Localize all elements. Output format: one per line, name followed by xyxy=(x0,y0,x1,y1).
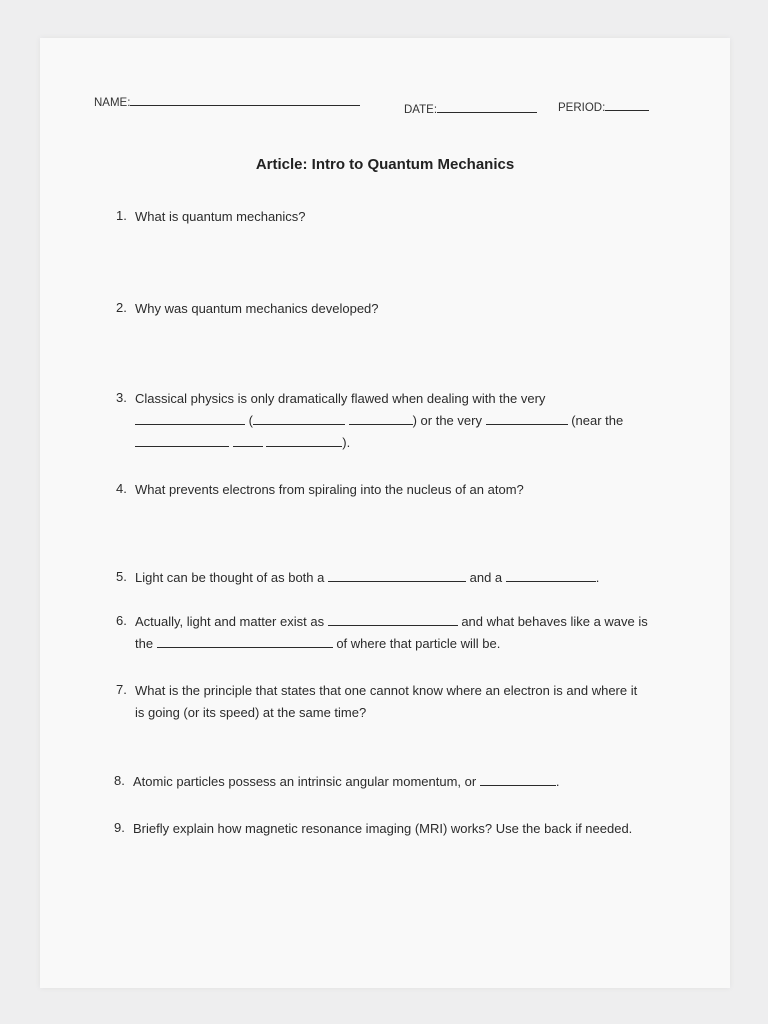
q8-number: 8. xyxy=(114,773,125,788)
period-field xyxy=(558,99,649,114)
q7-number: 7. xyxy=(116,682,127,697)
q3-line1: Classical physics is only dramatically flawed when dealing with the very xyxy=(135,391,546,406)
q3-blank-2 xyxy=(253,413,345,425)
q4-number: 4. xyxy=(116,481,127,496)
q2-text: Why was quantum mechanics developed? xyxy=(135,301,379,316)
q3-blank-7 xyxy=(266,435,342,447)
q3-close: ). xyxy=(342,435,351,450)
q9-number: 9. xyxy=(114,820,125,835)
q3-blank-1 xyxy=(135,413,245,425)
q8-text xyxy=(133,771,559,793)
q8-part1: Atomic particles possess an intrinsic angular momentum, or xyxy=(133,774,477,789)
name-field xyxy=(94,94,360,109)
date-label: DATE: xyxy=(404,104,438,116)
page-title: Article: Intro to Quantum Mechanics xyxy=(255,156,515,173)
q6-line2 xyxy=(135,633,500,655)
q9-text: Briefly explain how magnetic resonance imaging (MRI) works? Use the back if needed. xyxy=(133,821,633,836)
q3-blank-5 xyxy=(135,435,229,447)
period-blank xyxy=(605,99,649,111)
name-label: NAME: xyxy=(94,97,131,109)
q2-number: 2. xyxy=(116,300,127,315)
q5-blank-2 xyxy=(506,570,596,582)
q4-text: What prevents electrons from spiraling into the nucleus of an atom? xyxy=(135,482,524,497)
q5-number: 5. xyxy=(116,569,127,584)
q6-part1: Actually, light and matter exist as xyxy=(135,614,325,629)
q7-line1: What is the principle that states that one cannot know where an electron is and where it xyxy=(135,683,638,698)
q6-part3: the xyxy=(135,636,154,651)
date-field xyxy=(404,101,537,116)
q6-number: 6. xyxy=(116,613,127,628)
q5-part1: Light can be thought of as both a xyxy=(135,570,325,585)
q5-text xyxy=(135,567,599,589)
q6-part2: and what behaves like a wave is xyxy=(461,614,648,629)
q6-line1 xyxy=(135,611,648,633)
q3-line2 xyxy=(135,410,623,432)
q6-blank-1 xyxy=(328,614,458,626)
q8-blank xyxy=(480,774,556,786)
q8-part2: . xyxy=(555,774,560,789)
q7-line2: is going (or its speed) at the same time? xyxy=(135,705,367,720)
q3-paren-open: ( xyxy=(248,413,253,428)
worksheet-page xyxy=(40,38,730,988)
q3-blank-6 xyxy=(233,435,263,447)
period-label: PERIOD: xyxy=(558,102,606,114)
q5-part3: . xyxy=(595,570,600,585)
q3-number: 3. xyxy=(116,390,127,405)
q3-blank-4 xyxy=(486,413,568,425)
q3-blank-3 xyxy=(349,413,413,425)
date-blank xyxy=(437,101,537,113)
name-blank xyxy=(130,94,360,106)
q5-blank-1 xyxy=(328,570,466,582)
q6-part4: of where that particle will be. xyxy=(336,636,501,651)
q1-text: What is quantum mechanics? xyxy=(135,209,306,224)
q6-blank-2 xyxy=(157,636,333,648)
q3-near-the: (near the xyxy=(571,413,624,428)
q1-number: 1. xyxy=(116,208,127,223)
q3-or-the-very: ) or the very xyxy=(412,413,482,428)
q5-part2: and a xyxy=(469,570,503,585)
q3-line3 xyxy=(135,432,350,454)
